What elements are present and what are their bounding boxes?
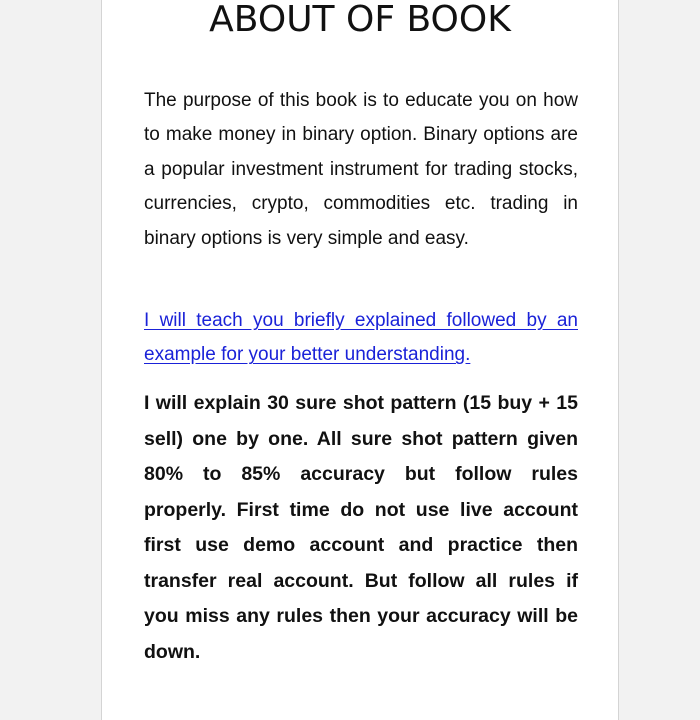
page-title: ABOUT OF BOOK — [209, 0, 511, 40]
book-page — [101, 0, 619, 720]
teaching-link[interactable]: I will teach you briefly explained followed by an example for your better understanding. — [144, 310, 578, 366]
pattern-paragraph: I will explain 30 sure shot pattern (15 buy + 15 sell) one by one. All sure shot pattern given 80% to 85% accuracy but follow rules properly. First time do not use live account first use demo account and practice then transfer real account. But follow all rules if you miss any rules then your accuracy will be down. — [144, 392, 578, 663]
purpose-paragraph: The purpose of this book is to educate you on how to make money in binary option. Binary options are a popular investment instrument for trading stocks, currencies, crypto, commodities etc. trading in binary options is very simple and easy. — [144, 90, 578, 249]
